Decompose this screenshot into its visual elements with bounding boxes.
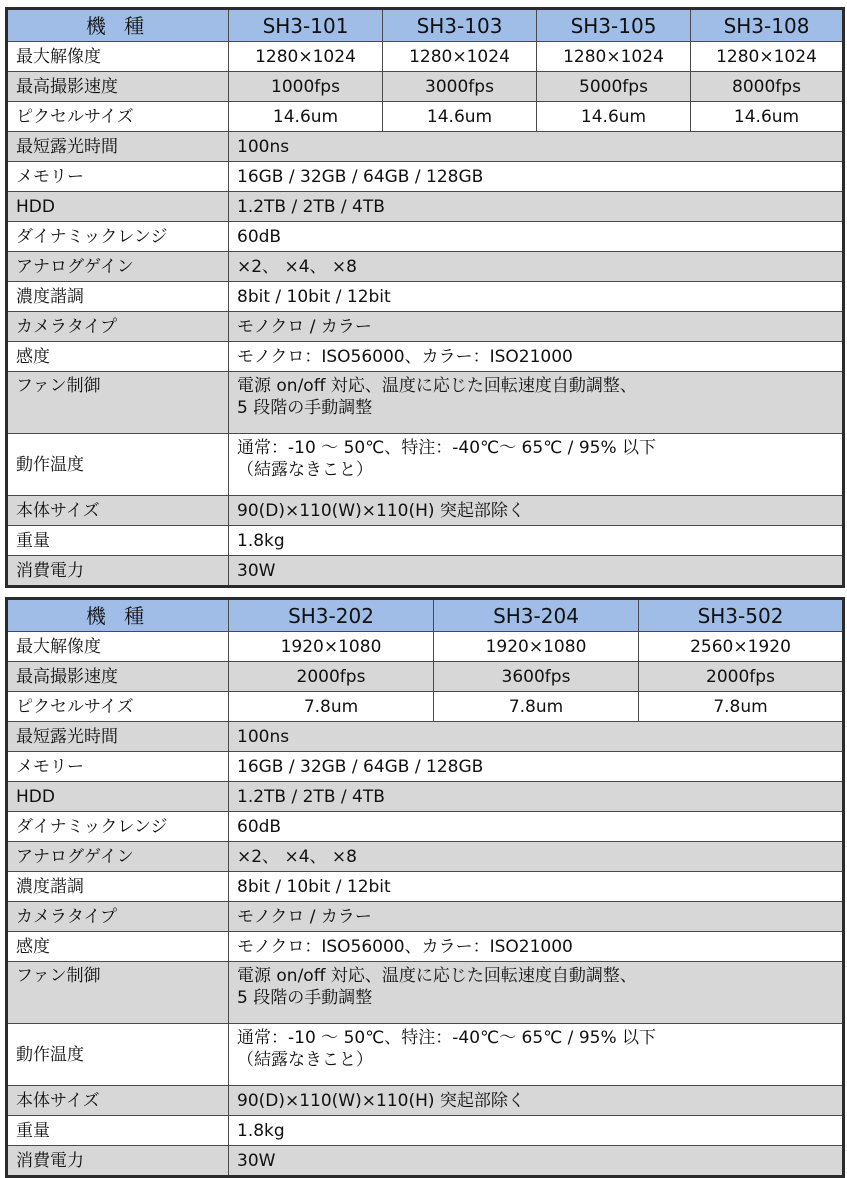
spec-row-pixel-size xyxy=(7,692,844,722)
spec-value-line: 通常：-10 ～ 50℃、特注：-40℃～ 65℃ / 95% 以下 xyxy=(237,438,657,458)
spec-value: モノクロ：ISO56000、カラー：ISO21000 xyxy=(229,932,844,962)
spec-label: 濃度諧調 xyxy=(7,282,229,312)
spec-label: アナログゲイン xyxy=(7,842,229,872)
spec-value: 60dB xyxy=(229,222,844,252)
spec-value xyxy=(229,962,844,1024)
spec-value: モノクロ / カラー xyxy=(229,312,844,342)
spec-label: アナログゲイン xyxy=(7,252,229,282)
spec-label: メモリー xyxy=(7,752,229,782)
spec-value: 2000fps xyxy=(639,662,844,692)
spec-label: 重量 xyxy=(7,1116,229,1146)
model-name: SH3-108 xyxy=(691,9,844,42)
spec-row xyxy=(7,162,844,192)
spec-value xyxy=(229,1024,844,1086)
spec-row-resolution xyxy=(7,42,844,72)
spec-row xyxy=(7,222,844,252)
spec-row xyxy=(7,722,844,752)
spec-row xyxy=(7,372,844,434)
spec-row xyxy=(7,252,844,282)
spec-value: 7.8um xyxy=(639,692,844,722)
spec-label: ピクセルサイズ xyxy=(7,102,229,132)
spec-value: 30W xyxy=(229,1146,844,1177)
model-name: SH3-202 xyxy=(229,599,434,632)
spec-value-line: 5 段階の手動調整 xyxy=(237,988,373,1008)
spec-value: 14.6um xyxy=(229,102,383,132)
spec-value: 1920×1080 xyxy=(229,632,434,662)
spec-row xyxy=(7,842,844,872)
spec-value: 3000fps xyxy=(383,72,537,102)
spec-label: ピクセルサイズ xyxy=(7,692,229,722)
spec-row xyxy=(7,556,844,587)
spec-row xyxy=(7,752,844,782)
spec-label: 最短露光時間 xyxy=(7,722,229,752)
spec-value-line: 通常：-10 ～ 50℃、特注：-40℃～ 65℃ / 95% 以下 xyxy=(237,1028,657,1048)
spec-value: 30W xyxy=(229,556,844,587)
spec-label: カメラタイプ xyxy=(7,902,229,932)
spec-value: 90(D)×110(W)×110(H) 突起部除く xyxy=(229,496,844,526)
spec-value: 14.6um xyxy=(691,102,844,132)
spec-label: 消費電力 xyxy=(7,556,229,587)
spec-row-resolution xyxy=(7,632,844,662)
spec-value: 60dB xyxy=(229,812,844,842)
spec-value: 1.2TB / 2TB / 4TB xyxy=(229,782,844,812)
spec-value: 16GB / 32GB / 64GB / 128GB xyxy=(229,162,844,192)
header-row xyxy=(7,9,844,42)
spec-value: 2560×1920 xyxy=(639,632,844,662)
spec-label: ダイナミックレンジ xyxy=(7,222,229,252)
spec-value: 2000fps xyxy=(229,662,434,692)
spec-value-line: 電源 on/off 対応、温度に応じた回転速度自動調整、 xyxy=(237,966,637,986)
model-name: SH3-105 xyxy=(537,9,691,42)
spec-value: 1.8kg xyxy=(229,1116,844,1146)
spec-row xyxy=(7,1024,844,1086)
spec-value: 1280×1024 xyxy=(691,42,844,72)
spec-label: 最大解像度 xyxy=(7,42,229,72)
spec-value: 1280×1024 xyxy=(383,42,537,72)
spec-label: 濃度諧調 xyxy=(7,872,229,902)
model-header-label: 機 種 xyxy=(7,599,229,632)
spec-value: 8000fps xyxy=(691,72,844,102)
spec-value: 1280×1024 xyxy=(229,42,383,72)
spec-row-max-speed xyxy=(7,72,844,102)
spec-label: 感度 xyxy=(7,932,229,962)
spec-row-pixel-size xyxy=(7,102,844,132)
spec-value: 14.6um xyxy=(383,102,537,132)
spec-row xyxy=(7,902,844,932)
spec-value: 90(D)×110(W)×110(H) 突起部除く xyxy=(229,1086,844,1116)
spec-label: 動作温度 xyxy=(7,1024,229,1086)
spec-value: 3600fps xyxy=(434,662,639,692)
spec-value: 1.2TB / 2TB / 4TB xyxy=(229,192,844,222)
model-name: SH3-101 xyxy=(229,9,383,42)
spec-value: 8bit / 10bit / 12bit xyxy=(229,282,844,312)
spec-row xyxy=(7,962,844,1024)
spec-value: 1000fps xyxy=(229,72,383,102)
spec-label: HDD xyxy=(7,192,229,222)
spec-row xyxy=(7,434,844,496)
model-name: SH3-103 xyxy=(383,9,537,42)
spec-value: 100ns xyxy=(229,132,844,162)
spec-label: ダイナミックレンジ xyxy=(7,812,229,842)
spec-row xyxy=(7,782,844,812)
spec-row xyxy=(7,282,844,312)
spec-value: 7.8um xyxy=(434,692,639,722)
spec-row xyxy=(7,132,844,162)
spec-label: ファン制御 xyxy=(7,962,229,1024)
spec-label: メモリー xyxy=(7,162,229,192)
spec-value-line: 5 段階の手動調整 xyxy=(237,398,373,418)
spec-row-max-speed xyxy=(7,662,844,692)
spec-row xyxy=(7,192,844,222)
spec-table-sh3-200-500-series xyxy=(5,597,845,1178)
spec-row xyxy=(7,526,844,556)
spec-row xyxy=(7,1086,844,1116)
spec-row xyxy=(7,872,844,902)
spec-value: ×2、 ×4、 ×8 xyxy=(229,842,844,872)
spec-value: モノクロ：ISO56000、カラー：ISO21000 xyxy=(229,342,844,372)
spec-value: 100ns xyxy=(229,722,844,752)
spec-label: カメラタイプ xyxy=(7,312,229,342)
spec-row xyxy=(7,1146,844,1177)
header-row xyxy=(7,599,844,632)
model-header-label: 機 種 xyxy=(7,9,229,42)
spec-value-line: （結露なきこと） xyxy=(237,1050,373,1070)
spec-row xyxy=(7,1116,844,1146)
spec-value: 14.6um xyxy=(537,102,691,132)
spec-label: 消費電力 xyxy=(7,1146,229,1177)
spec-value xyxy=(229,372,844,434)
spec-value-line: 電源 on/off 対応、温度に応じた回転速度自動調整、 xyxy=(237,376,637,396)
spec-value: 16GB / 32GB / 64GB / 128GB xyxy=(229,752,844,782)
spec-value: モノクロ / カラー xyxy=(229,902,844,932)
spec-value-line: （結露なきこと） xyxy=(237,460,373,480)
spec-label: 感度 xyxy=(7,342,229,372)
spec-label: 本体サイズ xyxy=(7,1086,229,1116)
spec-row xyxy=(7,812,844,842)
spec-value: 8bit / 10bit / 12bit xyxy=(229,872,844,902)
spec-label: HDD xyxy=(7,782,229,812)
spec-label: 重量 xyxy=(7,526,229,556)
spec-label: 本体サイズ xyxy=(7,496,229,526)
spec-label: 最短露光時間 xyxy=(7,132,229,162)
spec-label: ファン制御 xyxy=(7,372,229,434)
spec-value: 1.8kg xyxy=(229,526,844,556)
spec-row xyxy=(7,496,844,526)
spec-value: 1280×1024 xyxy=(537,42,691,72)
spec-row xyxy=(7,342,844,372)
spec-value: ×2、 ×4、 ×8 xyxy=(229,252,844,282)
spec-label: 最大解像度 xyxy=(7,632,229,662)
spec-table-sh3-100-series xyxy=(5,7,845,588)
spec-value: 7.8um xyxy=(229,692,434,722)
spec-value xyxy=(229,434,844,496)
spec-label: 動作温度 xyxy=(7,434,229,496)
spec-label: 最高撮影速度 xyxy=(7,72,229,102)
model-name: SH3-204 xyxy=(434,599,639,632)
spec-value: 5000fps xyxy=(537,72,691,102)
model-name: SH3-502 xyxy=(639,599,844,632)
spec-row xyxy=(7,932,844,962)
spec-value: 1920×1080 xyxy=(434,632,639,662)
spec-label: 最高撮影速度 xyxy=(7,662,229,692)
spec-row xyxy=(7,312,844,342)
